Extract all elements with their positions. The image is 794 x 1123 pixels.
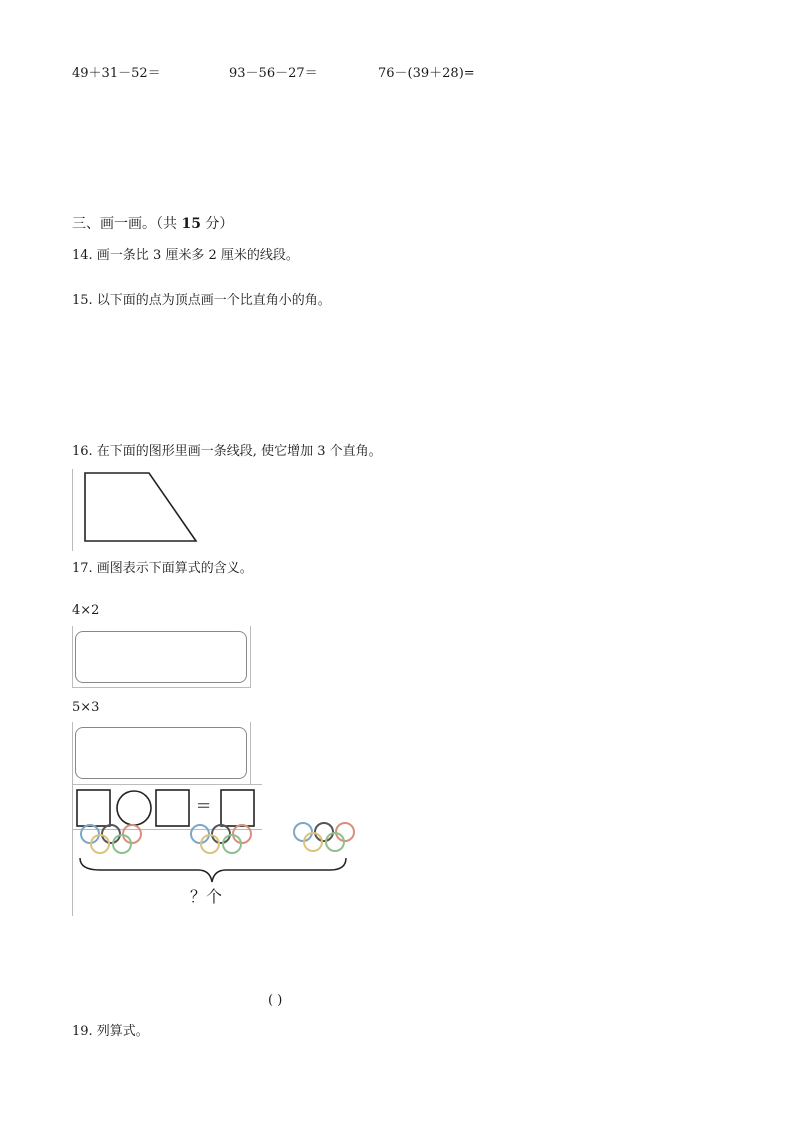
curly-brace [80, 858, 346, 882]
ring-group-3 [294, 823, 354, 851]
question-17: 17. 画图表示下面算式的含义。 [72, 561, 253, 576]
ring-black-2 [212, 825, 230, 843]
equation-3: 76－(39＋28)= [378, 66, 475, 81]
ring-red-3 [336, 823, 354, 841]
ring-green-2 [223, 835, 241, 853]
ring-red-2 [233, 825, 251, 843]
question-16: 16. 在下面的图形里画一条线段, 使它增加 3 个直角。 [72, 444, 382, 459]
equals-sign: = [196, 795, 212, 816]
ring-group-1 [81, 825, 141, 853]
answer-parentheses: ( ) [268, 993, 283, 1008]
ring-black-3 [315, 823, 333, 841]
ring-green-1 [113, 835, 131, 853]
equation-2: 93－56－27＝ [229, 66, 318, 81]
ring-blue-2 [191, 825, 209, 843]
expression-5x3: 5×3 [72, 700, 100, 715]
expression-4x2: 4×2 [72, 603, 100, 618]
question-14: 14. 画一条比 3 厘米多 2 厘米的线段。 [72, 248, 299, 263]
section-3-points: 15 [181, 216, 201, 232]
ring-yellow-1 [91, 835, 109, 853]
question-19: 19. 列算式。 [72, 1024, 149, 1039]
section-3-title-prefix: 三、画一画。（共 [72, 216, 182, 232]
ring-blue-3 [294, 823, 312, 841]
ring-group-2 [191, 825, 251, 853]
ring-red-1 [123, 825, 141, 843]
ring-black-1 [102, 825, 120, 843]
ring-blue-1 [81, 825, 99, 843]
ring-green-3 [326, 833, 344, 851]
equation-1: 49＋31－52＝ [72, 66, 161, 81]
section-3-title-suffix: 分） [200, 216, 234, 232]
ring-yellow-3 [304, 833, 322, 851]
ring-yellow-2 [201, 835, 219, 853]
question-count-label: ？个 [190, 887, 223, 906]
question-15: 15. 以下面的点为顶点画一个比直角小的角。 [72, 293, 331, 308]
